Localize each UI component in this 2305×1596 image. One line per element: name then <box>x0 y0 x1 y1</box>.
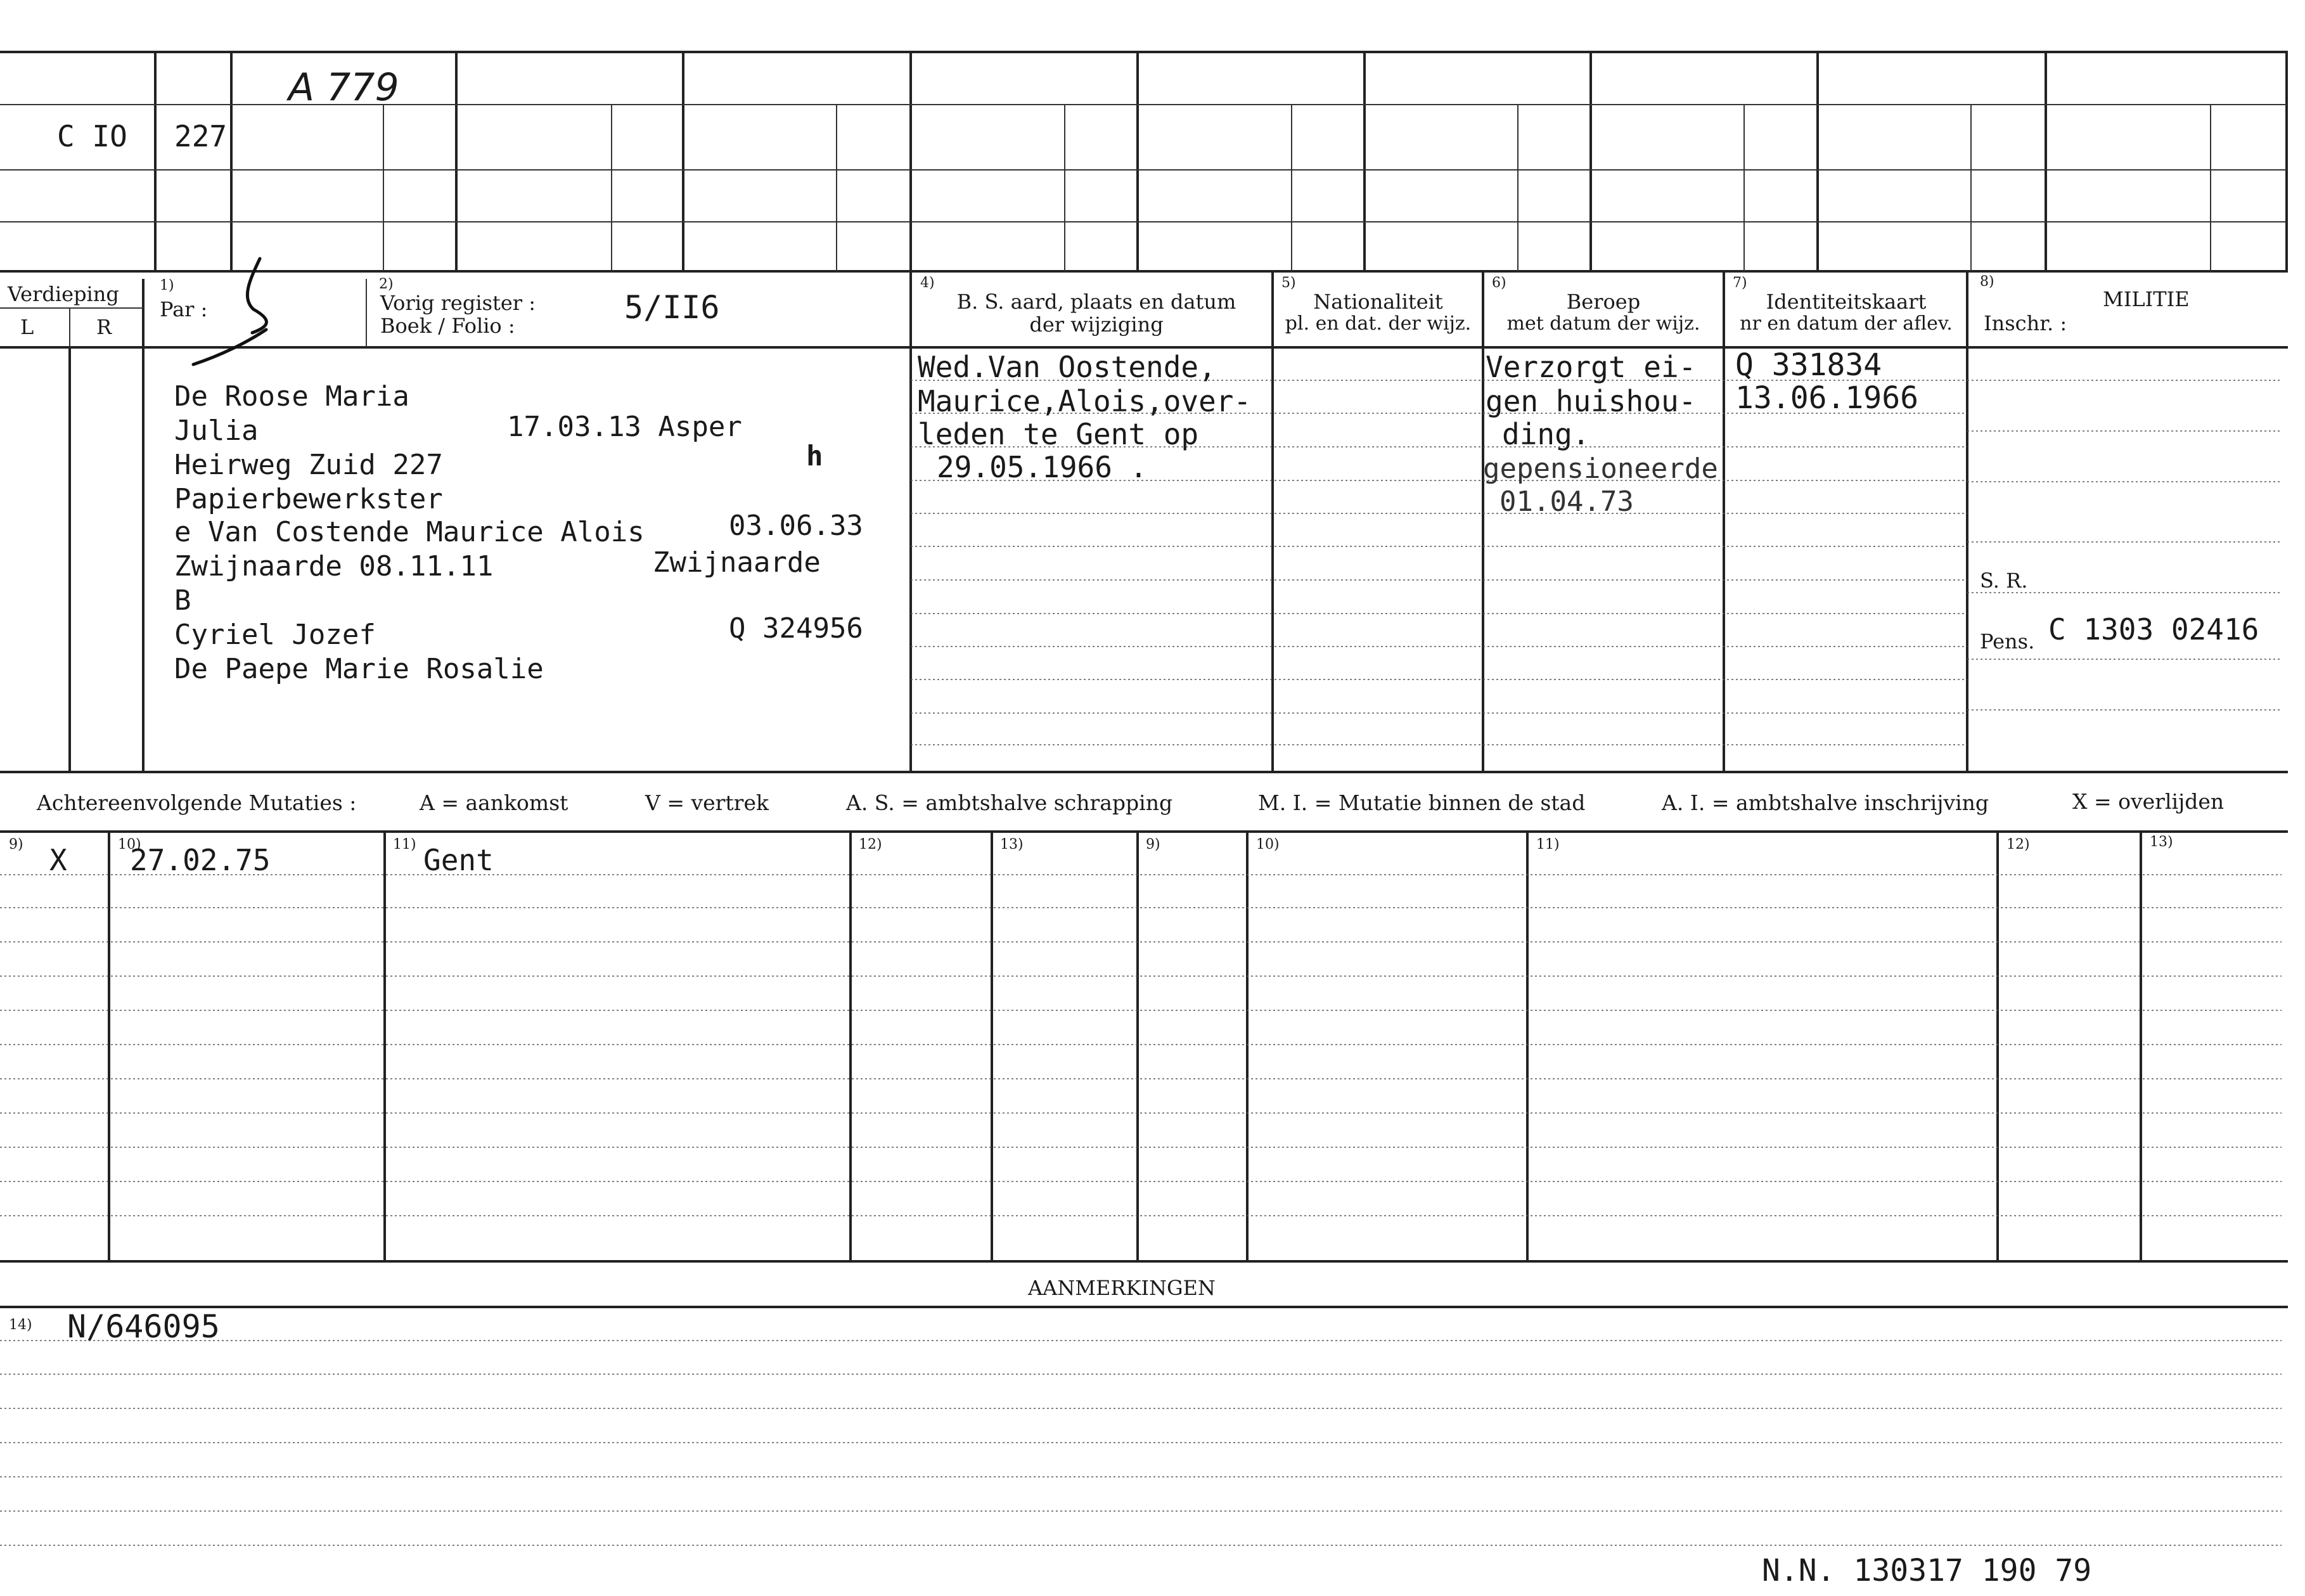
par-number: 1) <box>160 278 174 293</box>
mutation-col-number: 11) <box>1536 837 1560 853</box>
l-label: L <box>20 315 34 339</box>
boek-folio-label: Boek / Folio : <box>380 314 515 338</box>
boek-folio-value: 5/II6 <box>624 289 720 326</box>
beroep-entry: 01.04.73 <box>1499 486 1634 518</box>
mutation-col-number: 9) <box>9 837 23 853</box>
beroep-header-line1: Beroep <box>1566 290 1641 314</box>
nat-number: 5) <box>1281 275 1296 291</box>
person-occupation: Papierbewerkster <box>174 483 443 515</box>
legend-item: V = vertrek <box>645 790 769 815</box>
mutation-col-number: 10) <box>1256 837 1280 853</box>
beroep-entry: gen huishou- <box>1486 384 1697 418</box>
mutation-col-number: 12) <box>859 837 882 853</box>
remarks-number: 14) <box>9 1317 32 1333</box>
bs-entry: Maurice,Alois,over- <box>918 384 1252 418</box>
sr-label: S. R. <box>1980 569 2028 593</box>
mutation-date: 27.02.75 <box>130 843 271 877</box>
person-name-line2: Julia <box>174 415 259 447</box>
person-marriage-date: 03.06.33 <box>729 510 863 542</box>
nat-header-line2: pl. en dat. der wijz. <box>1285 312 1472 335</box>
handwritten-par-mark <box>247 259 266 333</box>
person-father: Cyriel Jozef <box>174 619 376 651</box>
person-mother: De Paepe Marie Rosalie <box>174 653 544 685</box>
inschr-label: Inschr. : <box>1984 311 2067 335</box>
legend-title: Achtereenvolgende Mutaties : <box>37 790 357 815</box>
person-mark: h <box>806 440 823 472</box>
beroep-entry: Verzorgt ei- <box>1486 350 1697 384</box>
code-cio: C IO <box>57 119 127 153</box>
beroep-entry: gepensioneerde <box>1483 453 1718 485</box>
person-name-line1: De Roose Maria <box>174 380 409 413</box>
id-entry: 13.06.1966 <box>1735 380 1918 416</box>
r-label: R <box>96 315 112 339</box>
national-number: N.N. 130317 190 79 <box>1762 1553 2092 1588</box>
militie-number: 8) <box>1980 274 1994 290</box>
person-spouse-birth: Zwijnaarde 08.11.11 <box>174 550 494 582</box>
nat-header-line1: Nationaliteit <box>1313 290 1443 314</box>
par-label: Par : <box>160 297 208 321</box>
person-birth: 17.03.13 Asper <box>507 411 742 443</box>
remarks-value: N/646095 <box>67 1308 220 1345</box>
legend-item: M. I. = Mutatie binnen de stad <box>1258 790 1586 815</box>
id-number: 7) <box>1733 275 1747 291</box>
vorig-register-label: Vorig register : <box>380 291 536 315</box>
pens-label: Pens. <box>1980 629 2035 653</box>
beroep-entry: ding. <box>1502 417 1590 451</box>
bs-entry: 29.05.1966 . <box>937 450 1148 484</box>
id-entry: Q 331834 <box>1735 347 1882 383</box>
mutation-col-number: 10) <box>118 837 141 853</box>
legend-item: A = aankomst <box>420 790 568 815</box>
mutation-place: Gent <box>423 843 494 877</box>
mutation-col-number: 12) <box>2006 837 2030 853</box>
person-id: Q 324956 <box>729 612 863 645</box>
mutation-col-number: 9) <box>1146 837 1160 853</box>
person-line-b: B <box>174 584 191 617</box>
remarks-title: AANMERKINGEN <box>1028 1276 1216 1300</box>
bs-header-line2: der wijziging <box>1029 312 1164 337</box>
mutation-col-number: 13) <box>2150 834 2173 850</box>
pens-value: C 1303 02416 <box>2048 612 2259 647</box>
person-spouse: e Van Costende Maurice Alois <box>174 516 645 548</box>
handwritten-reference: A 779 <box>288 65 399 110</box>
militie-label: MILITIE <box>2103 287 2190 311</box>
code-number: 227 <box>174 119 228 153</box>
mutation-type: X <box>49 843 67 877</box>
legend-item: X = overlijden <box>2072 789 2225 814</box>
mutation-col-number: 11) <box>393 837 416 853</box>
bs-entry: leden te Gent op <box>918 417 1199 451</box>
id-header-line2: nr en datum der aflev. <box>1740 312 1953 335</box>
legend-item: A. I. = ambtshalve inschrijving <box>1662 790 1989 815</box>
vorig-number: 2) <box>379 276 394 292</box>
person-address: Heirweg Zuid 227 <box>174 449 443 481</box>
bs-number: 4) <box>920 275 935 291</box>
bs-entry: Wed.Van Oostende, <box>918 350 1216 384</box>
beroep-header-line2: met datum der wijz. <box>1506 312 1700 335</box>
person-marriage-place: Zwijnaarde <box>653 546 821 579</box>
id-header-line1: Identiteitskaart <box>1766 290 1927 314</box>
legend-item: A. S. = ambtshalve schrapping <box>846 790 1173 815</box>
verdieping-label: Verdieping <box>8 282 119 306</box>
bs-header-line1: B. S. aard, plaats en datum <box>956 290 1236 314</box>
beroep-number: 6) <box>1492 275 1506 291</box>
mutation-col-number: 13) <box>1000 837 1024 853</box>
